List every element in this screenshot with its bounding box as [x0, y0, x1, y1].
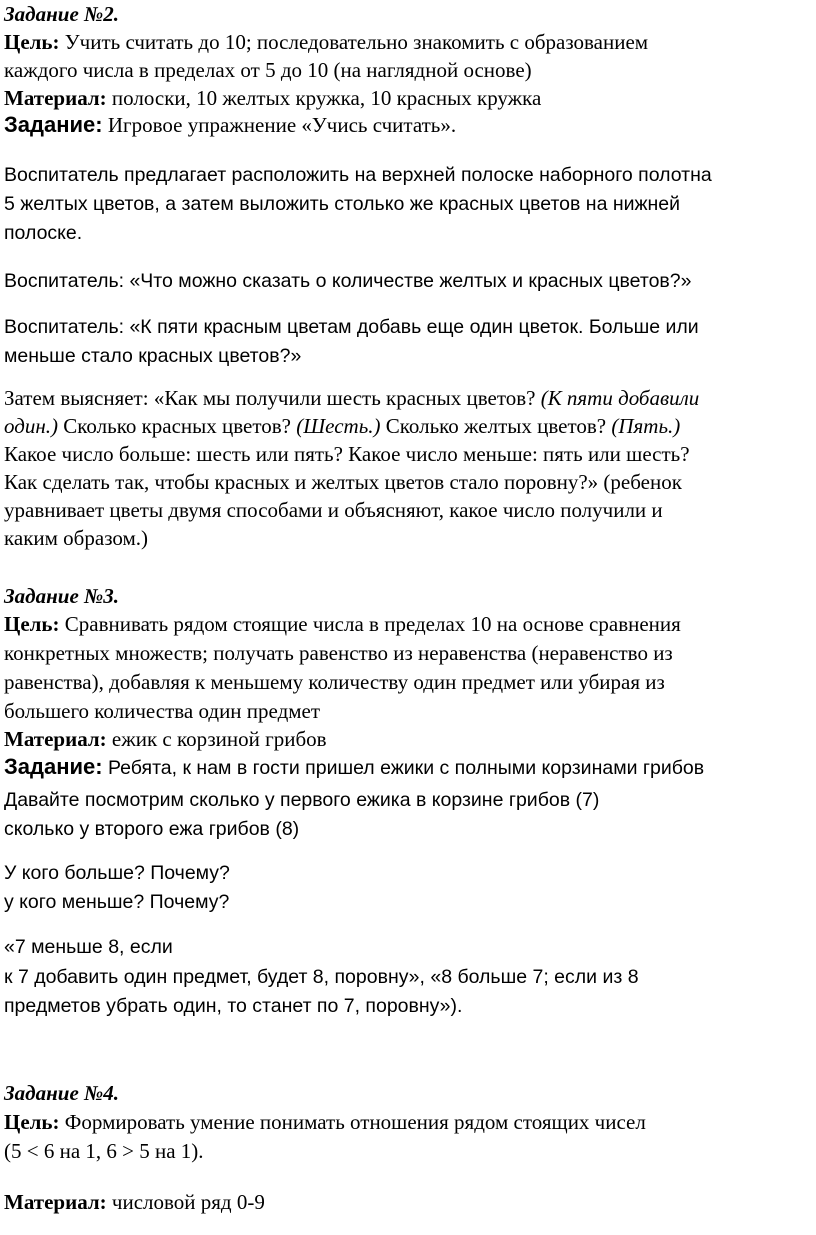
task2-material: Материал: полоски, 10 желтых кружка, 10 красных кружка [4, 86, 542, 110]
task3-goal-line1: Цель: Сравнивать рядом стоящие числа в пределах 10 на основе сравнения [4, 612, 681, 636]
goal-label: Цель: [4, 30, 60, 54]
task2-p3-line2: меньше стало красных цветов?» [4, 345, 302, 367]
material-label: Материал: [4, 1190, 107, 1214]
task2-p4-line4: Как сделать так, чтобы красных и желтых цветов стало поровну?» (ребенок [4, 470, 682, 494]
task2-p4-line3: Какое число больше: шесть или пять? Какое число меньше: пять или шесть? [4, 442, 690, 466]
task2-p4-line2: один.) Сколько красных цветов? (Шесть.) Сколько желтых цветов? (Пять.) [4, 414, 681, 438]
task4-goal-line1: Цель: Формировать умение понимать отношения рядом стоящих чисел [4, 1110, 646, 1134]
task2-p3-line1: Воспитатель: «К пяти красным цветам добавь еще один цветок. Больше или [4, 316, 699, 338]
task2-p2-line1: Воспитатель: «Что можно сказать о количестве желтых и красных цветов?» [4, 270, 692, 292]
task4-goal-line2: (5 < 6 на 1, 6 > 5 на 1). [4, 1139, 204, 1163]
task2-p4-line5: уравнивает цветы двумя способами и объясняют, какое число получили и [4, 498, 663, 522]
task2-p4-line1: Затем выясняет: «Как мы получили шесть красных цветов? (К пяти добавили [4, 386, 700, 410]
task3-question-line1: У кого больше? Почему? [4, 862, 230, 884]
task4-heading: Задание №4. [4, 1081, 119, 1105]
task-label: Задание: [4, 112, 103, 137]
task2-p1-line1: Воспитатель предлагает расположить на верхней полоске наборного полотна [4, 164, 712, 186]
task3-goal-line4: большего количества один предмет [4, 699, 321, 723]
task3-answer-line1: «7 меньше 8, если [4, 936, 173, 958]
task-label: Задание: [4, 754, 103, 779]
task3-material: Материал: ежик с корзиной грибов [4, 727, 327, 751]
task3-heading: Задание №3. [4, 584, 119, 608]
material-label: Материал: [4, 86, 107, 110]
task3-goal-line2: конкретных множеств; получать равенство из неравенства (неравенство из [4, 641, 673, 665]
task3-task-line3: сколько у второго ежа грибов (8) [4, 818, 300, 840]
task3-task: Задание: Ребята, к нам в гости пришел ежики с полными корзинами грибов [4, 754, 705, 779]
goal-label: Цель: [4, 1110, 60, 1134]
task3-task-line2: Давайте посмотрим сколько у первого ежика в корзине грибов (7) [4, 789, 600, 811]
task3-answer-line3: предметов убрать один, то станет по 7, поровну»). [4, 995, 463, 1017]
task3-answer-line2: к 7 добавить один предмет, будет 8, поровну», «8 больше 7; если из 8 [4, 966, 639, 988]
task2-heading: Задание №2. [4, 2, 119, 26]
material-label: Материал: [4, 727, 107, 751]
task2-goal-line1: Цель: Учить считать до 10; последовательно знакомить с образованием [4, 30, 649, 54]
task3-goal-line3: равенства), добавляя к меньшему количеству один предмет или убирая из [4, 670, 665, 694]
goal-label: Цель: [4, 612, 60, 636]
task2-goal-line2: каждого числа в пределах от 5 до 10 (на наглядной основе) [4, 58, 532, 82]
task2-p1-line2: 5 желтых цветов, а затем выложить столько же красных цветов на нижней [4, 193, 681, 215]
task2-task: Задание: Игровое упражнение «Учись считать». [4, 112, 457, 137]
task4-material: Материал: числовой ряд 0-9 [4, 1190, 265, 1214]
task3-question-line2: у кого меньше? Почему? [4, 891, 230, 913]
task2-p4-line6: каким образом.) [4, 526, 148, 550]
task2-p1-line3: полоске. [4, 222, 83, 244]
